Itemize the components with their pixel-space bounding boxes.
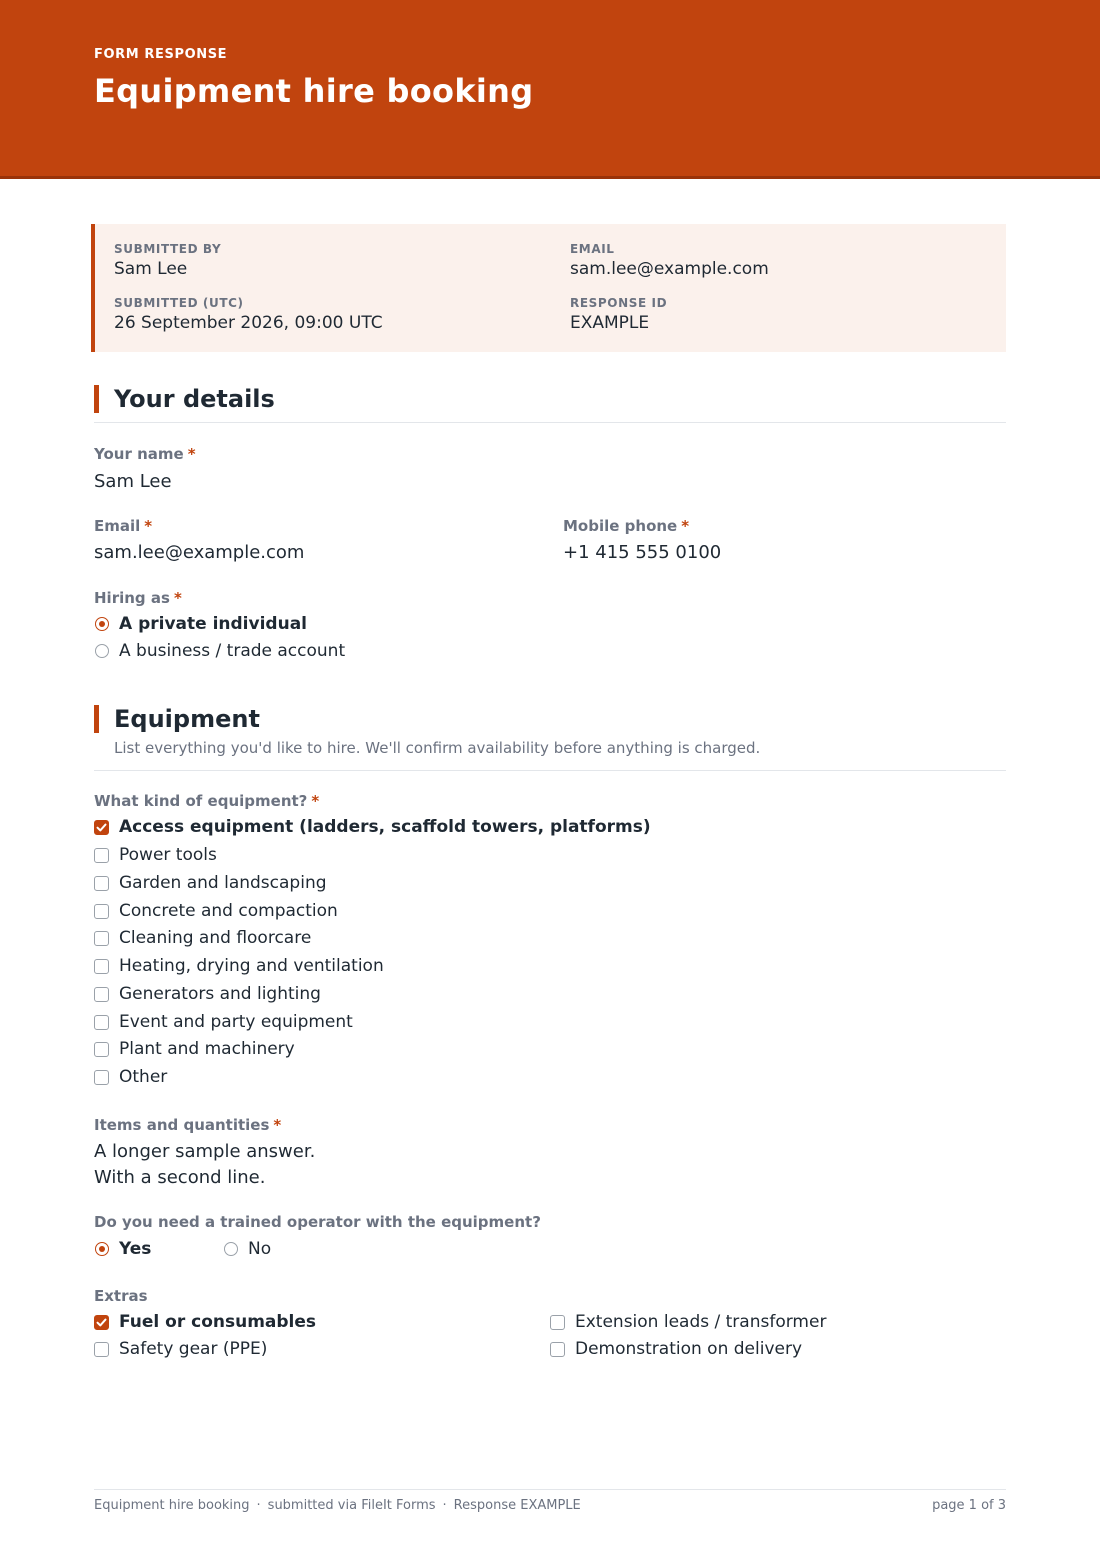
checkbox-option[interactable] — [94, 927, 311, 949]
checkbox-unchecked-icon — [550, 1315, 565, 1330]
checkbox-option[interactable] — [94, 1066, 167, 1088]
page-number: page 1 of 3 — [932, 1498, 1006, 1513]
checkbox-option[interactable] — [550, 1311, 826, 1333]
question-label-operator — [94, 1213, 541, 1231]
question-text: Mobile phone — [563, 517, 678, 535]
checkbox-option[interactable] — [94, 900, 338, 922]
option-label: Generators and lighting — [119, 984, 321, 1004]
checkbox-unchecked-icon — [94, 987, 109, 1002]
question-text: Email — [94, 517, 141, 535]
option-label: Extension leads / transformer — [575, 1312, 827, 1332]
footer-form-name: Equipment hire booking — [94, 1498, 250, 1513]
checkbox-option[interactable] — [94, 955, 384, 977]
page-header — [0, 0, 1100, 179]
section-divider — [94, 770, 1006, 771]
section-description: List everything you'd like to hire. We'll confirm availability before anything is charged. — [114, 739, 761, 757]
checkbox-option[interactable] — [94, 1311, 316, 1333]
checkbox-unchecked-icon — [94, 904, 109, 919]
question-label-kind — [94, 792, 319, 810]
checkbox-option[interactable] — [94, 983, 321, 1005]
checkbox-option[interactable] — [550, 1338, 802, 1360]
answer-email: sam.lee@example.com — [94, 542, 305, 563]
option-label: Garden and landscaping — [119, 873, 327, 893]
question-text: Do you need a trained operator with the equipment? — [94, 1213, 541, 1231]
question-text: Extras — [94, 1287, 148, 1305]
checkbox-unchecked-icon — [94, 876, 109, 891]
checkbox-option[interactable] — [94, 872, 327, 894]
footer-via: submitted via FileIt Forms — [267, 1498, 436, 1513]
option-label: Heating, drying and ventilation — [119, 956, 384, 976]
checkbox-option[interactable] — [94, 844, 217, 866]
meta-value: EXAMPLE — [570, 313, 650, 333]
footer-response: Response EXAMPLE — [453, 1498, 581, 1513]
meta-response-id — [570, 296, 667, 334]
checkbox-unchecked-icon — [94, 931, 109, 946]
required-marker: * — [681, 517, 690, 535]
radio-option[interactable] — [94, 640, 345, 662]
question-label-email — [94, 517, 152, 535]
footer-separator: · — [256, 1498, 261, 1513]
option-label: Demonstration on delivery — [575, 1339, 803, 1359]
footer-info — [94, 1498, 581, 1513]
radio-selected-icon — [95, 1242, 109, 1256]
question-text: What kind of equipment? — [94, 792, 308, 810]
checkbox-unchecked-icon — [94, 959, 109, 974]
meta-label: SUBMITTED BY — [114, 242, 222, 256]
checkbox-checked-icon — [94, 820, 109, 835]
question-label-items — [94, 1116, 281, 1134]
option-label: Plant and machinery — [119, 1039, 295, 1059]
checkbox-unchecked-icon — [94, 1015, 109, 1030]
answer-name: Sam Lee — [94, 471, 172, 492]
option-label: No — [248, 1239, 272, 1259]
required-marker: * — [144, 517, 153, 535]
option-label: A private individual — [119, 614, 307, 634]
checkbox-unchecked-icon — [550, 1342, 565, 1357]
question-text: Items and quantities — [94, 1116, 270, 1134]
checkbox-option[interactable] — [94, 1038, 295, 1060]
required-marker: * — [311, 792, 320, 810]
question-label-phone — [563, 517, 689, 535]
option-label: Access equipment (ladders, scaffold towers, platforms) — [119, 817, 651, 837]
header-kicker: FORM RESPONSE — [94, 47, 228, 62]
radio-unselected-icon — [224, 1242, 238, 1256]
option-label: Cleaning and floorcare — [119, 928, 312, 948]
section-title-equipment: Equipment — [94, 705, 260, 733]
option-label: A business / trade account — [119, 641, 346, 661]
radio-unselected-icon — [95, 644, 109, 658]
option-label: Other — [119, 1067, 168, 1087]
answer-items-line: A longer sample answer. — [94, 1141, 316, 1162]
radio-selected-icon — [95, 617, 109, 631]
option-label: Power tools — [119, 845, 217, 865]
meta-label: RESPONSE ID — [570, 296, 668, 310]
question-label-name — [94, 445, 196, 463]
checkbox-unchecked-icon — [94, 1042, 109, 1057]
required-marker: * — [173, 589, 182, 607]
checkbox-checked-icon — [94, 1315, 109, 1330]
section-divider — [94, 422, 1006, 423]
meta-submitted-utc — [114, 296, 383, 334]
radio-option[interactable] — [94, 1238, 151, 1260]
meta-value: 26 September 2026, 09:00 UTC — [114, 313, 383, 333]
checkbox-option[interactable] — [94, 1338, 267, 1360]
checkbox-option[interactable] — [94, 816, 651, 838]
option-label: Event and party equipment — [119, 1012, 353, 1032]
meta-submitted-by — [114, 242, 221, 280]
question-text: Your name — [94, 445, 184, 463]
section-title-details: Your details — [94, 385, 275, 413]
meta-label: EMAIL — [570, 242, 615, 256]
answer-phone: +1 415 555 0100 — [563, 542, 722, 563]
question-label-extras — [94, 1287, 148, 1305]
option-label: Fuel or consumables — [119, 1312, 317, 1332]
meta-value: sam.lee@example.com — [570, 259, 769, 279]
footer-divider — [94, 1489, 1006, 1490]
option-label: Concrete and compaction — [119, 901, 338, 921]
required-marker: * — [273, 1116, 282, 1134]
radio-option[interactable] — [223, 1238, 271, 1260]
required-marker: * — [187, 445, 196, 463]
option-label: Yes — [119, 1239, 152, 1259]
submission-meta — [91, 224, 1006, 352]
radio-option[interactable] — [94, 613, 307, 635]
meta-value: Sam Lee — [114, 259, 188, 279]
footer-separator: · — [442, 1498, 447, 1513]
meta-label: SUBMITTED (UTC) — [114, 296, 244, 310]
checkbox-unchecked-icon — [94, 1070, 109, 1085]
page-title: Equipment hire booking — [94, 72, 534, 110]
answer-items-line: With a second line. — [94, 1167, 266, 1188]
question-label-hiring — [94, 589, 182, 607]
option-label: Safety gear (PPE) — [119, 1339, 268, 1359]
checkbox-unchecked-icon — [94, 848, 109, 863]
meta-email — [570, 242, 769, 280]
checkbox-unchecked-icon — [94, 1342, 109, 1357]
question-text: Hiring as — [94, 589, 170, 607]
checkbox-option[interactable] — [94, 1011, 353, 1033]
